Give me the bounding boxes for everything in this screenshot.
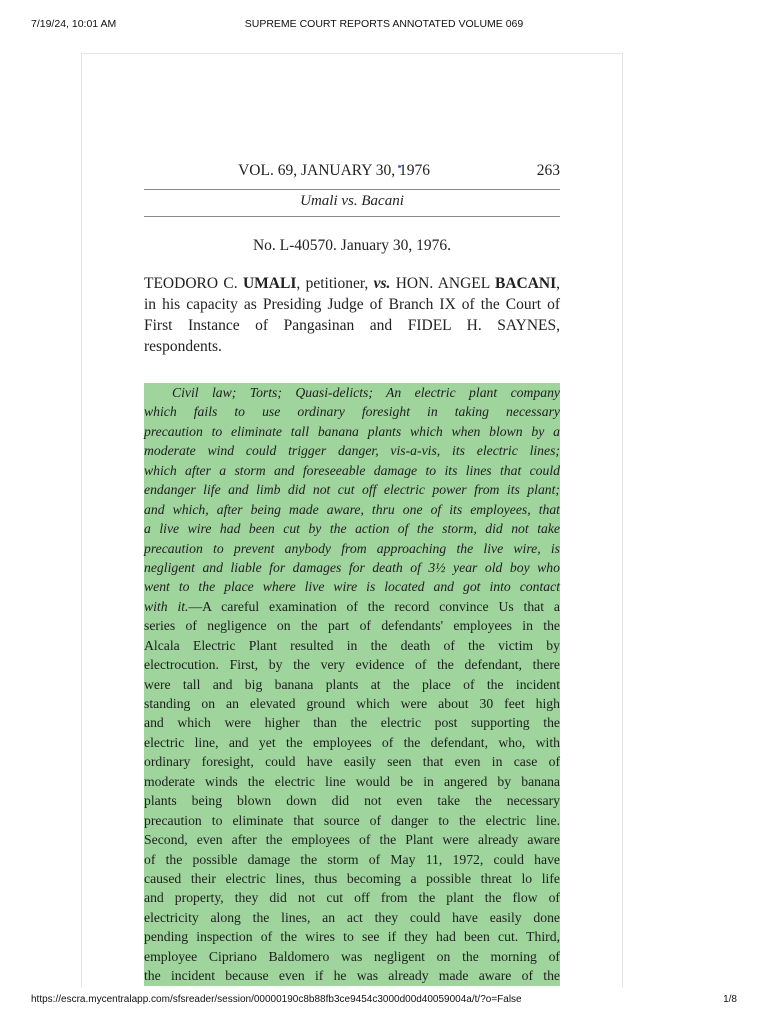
syllabus-italic-text: a live wire had been cut by the action of the storm, did not take bbox=[144, 521, 560, 537]
syllabus-line bbox=[144, 441, 560, 460]
print-url: https://escra.mycentralapp.com/sfsreader/session/00000190c8b88fb3ce9454c3000d00d40059004a/t/?o=False bbox=[31, 994, 522, 1005]
syllabus-text: standing on an elevated ground which were about 30 feet high bbox=[144, 696, 560, 711]
syllabus-text: electric line, and yet the employees of the defendant, who, with bbox=[144, 734, 560, 750]
syllabus-text: precaution to eliminate that source of danger to the electric line. bbox=[144, 812, 560, 828]
syllabus-line bbox=[144, 908, 560, 927]
syllabus-line bbox=[144, 772, 560, 791]
syllabus-text: and property, they did not cut off from the plant the flow of bbox=[144, 890, 560, 906]
syllabus-line bbox=[144, 461, 560, 480]
running-head bbox=[144, 162, 560, 189]
print-page-title: SUPREME COURT REPORTS ANNOTATED VOLUME 069 bbox=[244, 18, 524, 30]
respondent-name: BACANI bbox=[494, 275, 557, 292]
syllabus-line bbox=[144, 383, 560, 402]
syllabus-line bbox=[144, 733, 560, 752]
party-text: TEODORO C. bbox=[144, 275, 243, 292]
syllabus-text: electricity along the lines, an act they could have easily done bbox=[144, 909, 560, 925]
syllabus-text: were tall and big banana plants at the place of the incident bbox=[144, 676, 560, 692]
syllabus-line bbox=[144, 869, 560, 888]
syllabus-italic-text: and which, after being made aware, thru one of its employees, that bbox=[144, 501, 560, 517]
syllabus-line bbox=[144, 752, 560, 771]
syllabus-text: series of negligence on the part of defendants' employees in the bbox=[144, 618, 560, 634]
document-page bbox=[81, 53, 623, 988]
volume-date: VOL. 69, JANUARY 30, 1976 bbox=[238, 162, 430, 179]
syllabus-line bbox=[144, 850, 560, 869]
syllabus-line bbox=[144, 811, 560, 830]
syllabus-text: plants being blown down did not even take the necessary bbox=[144, 793, 560, 809]
syllabus-line bbox=[144, 402, 560, 421]
syllabus-line bbox=[144, 830, 560, 849]
syllabus-text: moderate winds the electric line would be in angered by banana bbox=[144, 773, 560, 789]
syllabus-text: Second, even after the employees of the Plant were already aware bbox=[144, 832, 560, 848]
syllabus-line bbox=[144, 888, 560, 907]
page-number: 263 bbox=[536, 162, 560, 179]
syllabus-text: employee Cipriano Baldomero was negligent on the morning of bbox=[144, 948, 560, 964]
syllabus-italic-text: Civil law; Torts; Quasi-delicts; An electric plant company bbox=[172, 385, 560, 400]
syllabus-text: the incident because even if he was already made aware of the bbox=[144, 968, 560, 984]
versus-text: vs. bbox=[373, 275, 391, 292]
syllabus-line bbox=[144, 694, 560, 713]
print-page-count: 1/8 bbox=[723, 994, 737, 1005]
syllabus-text: Alcala Electric Plant resulted in the death of the victim by bbox=[144, 637, 560, 653]
syllabus-italic-text: which fails to use ordinary foresight in taking necessary bbox=[144, 404, 560, 420]
parties-paragraph bbox=[144, 273, 560, 357]
syllabus-line bbox=[144, 577, 560, 596]
syllabus-text: caused their electric lines, thus becoming a possible threat lo life bbox=[144, 870, 560, 886]
syllabus-text: and which were higher than the electric post supporting the bbox=[144, 715, 560, 731]
syllabus-italic-text: precaution to eliminate tall banana plants which when blown by a bbox=[144, 423, 560, 439]
syllabus-italic-text: went to the place where live wire is located and got into contact bbox=[144, 579, 560, 595]
party-text: , petitioner, bbox=[296, 275, 374, 292]
syllabus-line bbox=[144, 558, 560, 577]
syllabus-italic-text: endanger life and limb did not cut off electric power from its plant; bbox=[144, 482, 560, 498]
case-title: Umali vs. Bacani bbox=[300, 193, 404, 209]
syllabus-line bbox=[144, 636, 560, 655]
print-datetime: 7/19/24, 10:01 AM bbox=[31, 18, 117, 30]
syllabus-line bbox=[144, 616, 560, 635]
syllabus-italic-text: precaution to prevent anybody from approaching the live wire, is bbox=[144, 540, 560, 556]
header-rule-bottom bbox=[144, 216, 560, 217]
syllabus-italic-text: negligent and liable for damages for death of 3½ year old boy who bbox=[144, 559, 560, 575]
syllabus-line bbox=[144, 422, 560, 441]
syllabus-line bbox=[144, 519, 560, 538]
syllabus-text: —A careful examination of the record convince Us that a bbox=[188, 598, 560, 614]
petitioner-name: UMALI bbox=[242, 275, 297, 292]
syllabus-line bbox=[144, 966, 560, 985]
syllabus-italic-text: moderate wind could trigger danger, vis-a-vis, its electric lines; bbox=[144, 443, 560, 459]
party-text: , in his capacity as Presiding Judge of Branch IX of the Court of First Instance of Pangasinan and FIDEL H. SAYNES, respondents. bbox=[144, 275, 561, 355]
syllabus-line bbox=[144, 947, 560, 966]
syllabus-text: electrocution. First, by the very evidence of the defendant, there bbox=[144, 657, 560, 673]
syllabus-line bbox=[144, 655, 560, 674]
syllabus-italic-text: which after a storm and foreseeable damage to its lines that could bbox=[144, 462, 560, 478]
syllabus-line bbox=[144, 713, 560, 732]
syllabus-text: ordinary foresight, could have easily seen that even in case of bbox=[144, 754, 560, 770]
browser-print-header bbox=[31, 18, 737, 32]
syllabus-highlighted bbox=[144, 383, 560, 986]
syllabus-line bbox=[144, 500, 560, 519]
syllabus-line bbox=[144, 597, 560, 616]
syllabus-line bbox=[144, 791, 560, 810]
syllabus-line bbox=[144, 675, 560, 694]
syllabus-line bbox=[144, 480, 560, 499]
party-text: HON. ANGEL bbox=[390, 275, 495, 292]
syllabus-line bbox=[144, 927, 560, 946]
syllabus-line bbox=[144, 539, 560, 558]
browser-print-footer bbox=[31, 994, 737, 1008]
syllabus-text: of the possible damage the storm of May 11, 1972, could have bbox=[144, 851, 560, 867]
docket-number: No. L-40570. January 30, 1976. bbox=[252, 237, 452, 254]
page-content bbox=[144, 162, 560, 986]
syllabus-text: pending inspection of the wires to see if they had been cut. Third, bbox=[144, 929, 560, 945]
syllabus-italic-text: with it. bbox=[144, 598, 189, 614]
